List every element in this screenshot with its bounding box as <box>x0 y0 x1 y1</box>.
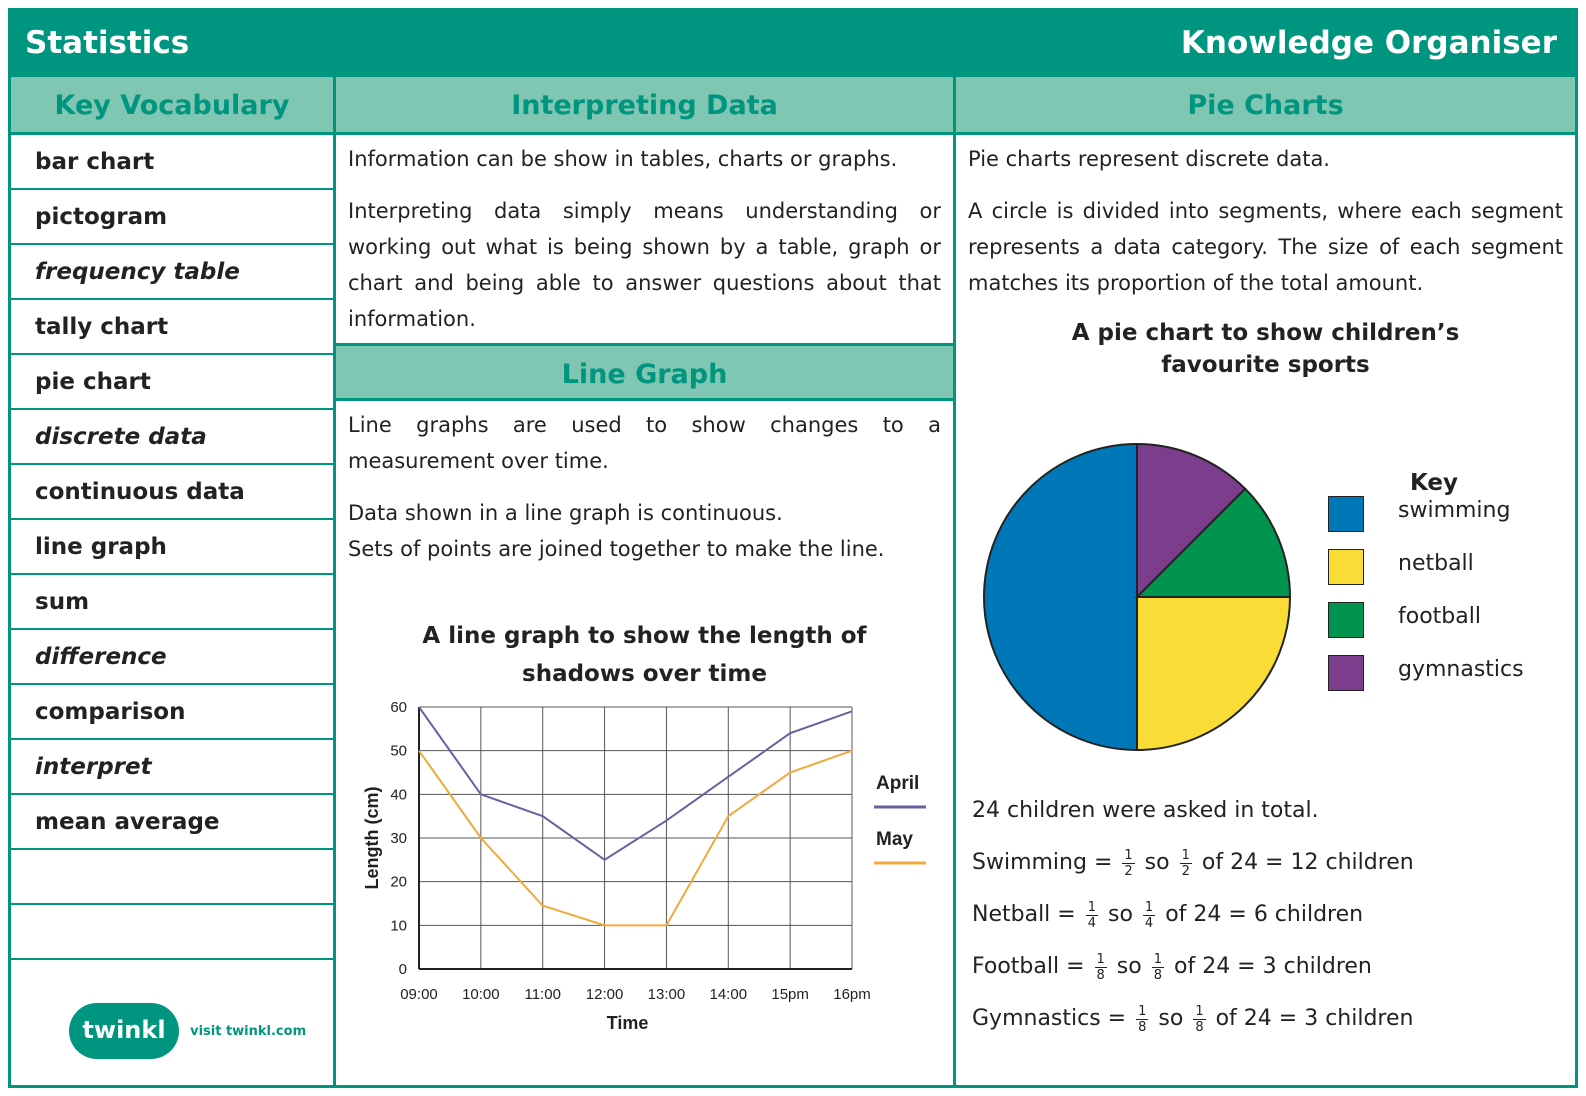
line-graph-text-3: Sets of points are joined together to make the line. <box>348 537 885 561</box>
series-line-april <box>419 707 852 860</box>
vocabulary-heading: Key Vocabulary <box>11 77 333 135</box>
interpreting-text-1: Information can be show in tables, charts or graphs. <box>348 147 898 171</box>
pie-column <box>953 77 1575 1085</box>
numerator: 1 <box>1181 847 1190 863</box>
vocabulary-item: line graph <box>11 520 333 575</box>
key-row-netball <box>1328 549 1558 589</box>
vocabulary-item: pictogram <box>11 190 333 245</box>
vocabulary-item: interpret <box>11 740 333 795</box>
line-graph-title-line-1: A line graph to show the length of <box>422 623 867 649</box>
vocabulary-item: continuous data <box>11 465 333 520</box>
x-tick-label: 15pm <box>771 986 809 1003</box>
numerator: 1 <box>1124 847 1133 863</box>
calc-label: Gymnastics = <box>972 1006 1127 1031</box>
line-graph-text-2: Data shown in a line graph is continuous. <box>348 501 783 525</box>
calc-so: so <box>1158 1006 1184 1031</box>
vocabulary-item: mean average <box>11 795 333 850</box>
vocabulary-item: tally chart <box>11 300 333 355</box>
numerator: 1 <box>1087 899 1096 915</box>
fraction <box>1095 952 1107 983</box>
vocabulary-item: frequency table <box>11 245 333 300</box>
pie-slice-netball <box>1137 597 1290 750</box>
denominator: 8 <box>1138 1019 1147 1035</box>
pie-text-1: Pie charts represent discrete data. <box>968 147 1330 171</box>
calc-result: of 24 = 6 children <box>1165 902 1364 927</box>
x-tick-label: 16pm <box>833 986 871 1003</box>
numerator: 1 <box>1144 899 1154 915</box>
calc-result: of 24 = 12 children <box>1201 850 1414 875</box>
x-tick-label: 13:00 <box>647 986 686 1003</box>
pie-calculations <box>956 837 1575 1045</box>
numerator: 1 <box>1138 1003 1147 1019</box>
line-graph-text-1: Line graphs are used to show changes to a measurement over time. <box>348 413 941 473</box>
twinkl-logo[interactable] <box>69 1003 306 1059</box>
denominator: 2 <box>1124 863 1133 879</box>
pie-heading: Pie Charts <box>956 77 1575 135</box>
fraction <box>1152 952 1164 983</box>
pie-title-line-2: favourite sports <box>1161 352 1370 378</box>
fraction <box>1136 1004 1148 1035</box>
x-axis-label: Time <box>606 1013 649 1033</box>
pie-text-2: A circle is divided into segments, where each segment represents a data category. The size of each segment matches its proportion of the total amount. <box>968 199 1563 295</box>
key-swatch-swimming <box>1328 496 1364 532</box>
key-label-netball: netball <box>1398 551 1474 576</box>
vocabulary-item: difference <box>11 630 333 685</box>
denominator: 4 <box>1087 915 1096 931</box>
fraction <box>1193 1004 1205 1035</box>
calc-so: so <box>1144 850 1170 875</box>
denominator: 2 <box>1181 863 1190 879</box>
x-tick-label: 12:00 <box>585 986 624 1003</box>
twinkl-cloud-icon: twinkl <box>69 1003 179 1059</box>
y-tick-label: 10 <box>390 917 407 935</box>
calc-result: of 24 = 3 children <box>1174 954 1372 979</box>
x-tick-label: 10:00 <box>462 986 500 1003</box>
line-graph-title-line-2: shadows over time <box>522 661 767 687</box>
denominator: 8 <box>1195 1019 1204 1035</box>
fraction <box>1122 848 1134 879</box>
y-tick-label: 0 <box>398 961 407 978</box>
pie-chart <box>972 432 1302 762</box>
fraction <box>1180 848 1192 879</box>
calc-result: of 24 = 3 children <box>1215 1006 1414 1031</box>
denominator: 8 <box>1096 967 1105 983</box>
vocabulary-item <box>11 905 333 960</box>
line-graph-title <box>336 617 953 693</box>
vocabulary-item: comparison <box>11 685 333 740</box>
y-tick-label: 60 <box>390 699 407 716</box>
calc-line <box>956 889 1575 941</box>
pie-total-text: 24 children were asked in total. <box>972 798 1319 823</box>
key-title: Key <box>1410 470 1459 496</box>
legend-label-may: May <box>876 829 913 850</box>
key-label-swimming: swimming <box>1398 498 1511 523</box>
calc-label: Football = <box>972 954 1085 979</box>
key-label-football: football <box>1398 604 1481 629</box>
vocabulary-item: pie chart <box>11 355 333 410</box>
y-tick-label: 20 <box>390 873 407 891</box>
line-chart <box>344 697 944 1047</box>
calc-label: Netball = <box>972 902 1076 927</box>
x-tick-label: 11:00 <box>524 986 561 1003</box>
numerator: 1 <box>1153 951 1162 967</box>
key-row-football <box>1328 602 1558 642</box>
key-row-swimming <box>1328 496 1558 536</box>
numerator: 1 <box>1096 951 1105 967</box>
numerator: 1 <box>1195 1003 1204 1019</box>
line-graph-heading: Line Graph <box>336 343 953 401</box>
key-row-gymnastics <box>1328 655 1558 695</box>
calc-line <box>956 993 1575 1045</box>
interpreting-heading: Interpreting Data <box>336 77 953 135</box>
pie-title-line-1: A pie chart to show children’s <box>1071 320 1460 346</box>
vocabulary-list <box>11 135 333 960</box>
y-axis-label: Length (cm) <box>362 786 382 890</box>
key-swatch-netball <box>1328 549 1364 585</box>
calc-so: so <box>1108 902 1133 927</box>
page-title: Statistics <box>25 25 190 61</box>
title-bar <box>11 11 1575 77</box>
y-tick-label: 30 <box>390 830 407 847</box>
vocabulary-item: discrete data <box>11 410 333 465</box>
y-tick-label: 40 <box>390 786 407 804</box>
vocabulary-item: bar chart <box>11 135 333 190</box>
vocabulary-item: sum <box>11 575 333 630</box>
pie-key <box>1328 470 1558 710</box>
key-swatch-gymnastics <box>1328 655 1364 691</box>
fraction <box>1086 900 1098 931</box>
calc-line <box>956 837 1575 889</box>
calc-so: so <box>1116 954 1142 979</box>
vocabulary-column <box>11 77 333 1085</box>
denominator: 8 <box>1153 967 1162 983</box>
fraction <box>1143 900 1155 931</box>
knowledge-organiser <box>8 8 1578 1088</box>
calc-line <box>956 941 1575 993</box>
calc-label: Swimming = <box>972 850 1113 875</box>
x-tick-label: 09:00 <box>400 986 438 1003</box>
pie-slice-swimming <box>984 444 1137 750</box>
page-subtitle: Knowledge Organiser <box>1180 25 1557 61</box>
interpreting-column <box>333 77 953 1085</box>
x-tick-label: 14:00 <box>709 986 748 1003</box>
legend-label-april: April <box>876 773 920 794</box>
y-tick-label: 50 <box>390 742 407 760</box>
key-swatch-football <box>1328 602 1364 638</box>
key-label-gymnastics: gymnastics <box>1398 657 1524 682</box>
interpreting-text-2: Interpreting data simply means understanding or working out what is being shown by a table, graph or chart and being able to answer questions about that information. <box>348 199 941 331</box>
denominator: 4 <box>1144 915 1154 931</box>
twinkl-link[interactable]: visit twinkl.com <box>190 1023 307 1039</box>
line-chart-grid <box>419 707 852 969</box>
vocabulary-item <box>11 850 333 905</box>
pie-chart-title <box>956 317 1575 381</box>
